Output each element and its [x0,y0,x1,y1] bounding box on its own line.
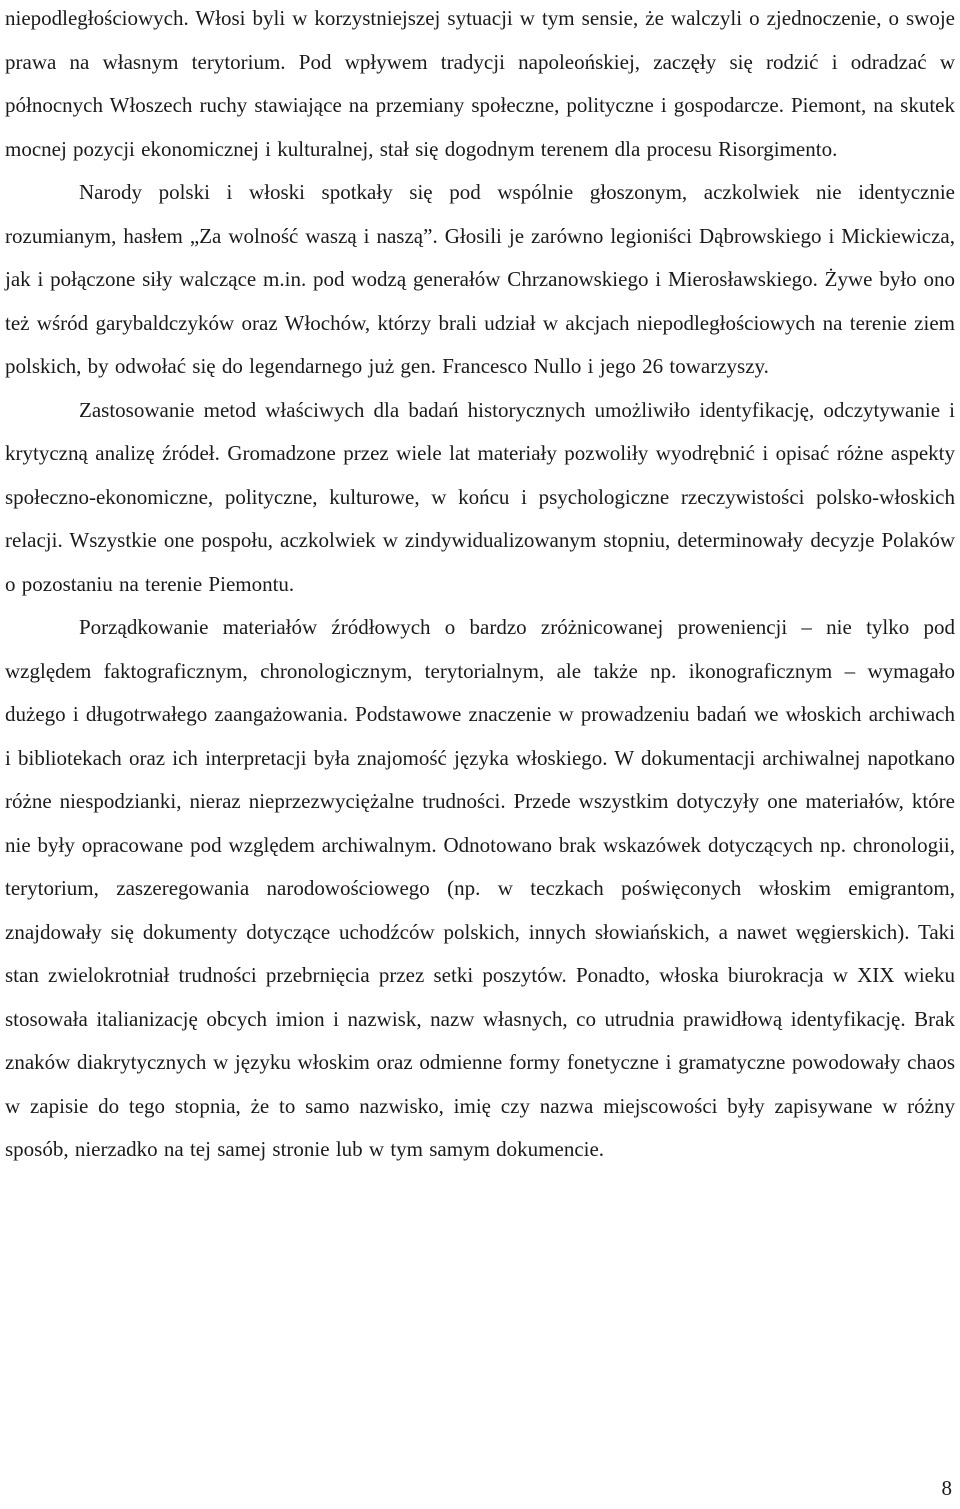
paragraph-4: Porządkowanie materiałów źródłowych o bardzo zróżnicowanej proweniencji – nie tylko pod względem faktograficznym, chronologicznym, terytorialnym, ale także np. ikonograficznym – wymagało dużego i długotrwałego zaangażowania. Podstawowe znaczenie w prowadzeniu badań we włoskich archiwach i bibliotekach oraz ich interpretacji była znajomość języka włoskiego. W dokumentacji archiwalnej napotkano różne niespodzianki, nieraz nieprzezwyciężalne trudności. Przede wszystkim dotyczyły one materiałów, które nie były opracowane pod względem archiwalnym. Odnotowano brak wskazówek dotyczących np. chronologii, terytorium, zaszeregowania narodowościowego (np. w teczkach poświęconych włoskim emigrantom, znajdowały się dokumenty dotyczące uchodźców polskich, innych słowiańskich, a nawet węgierskich). Taki stan zwielokrotniał trudności przebrnięcia przez setki poszytów. Ponadto, włoska biurokracja w XIX wieku stosowała italianizację obcych imion i nazwisk, nazw własnych, co utrudnia prawidłową identyfikację. Brak znaków diakrytycznych w języku włoskim oraz odmienne formy fonetyczne i gramatyczne powodowały chaos w zapisie do tego stopnia, że to samo nazwisko, imię czy nazwa miejscowości były zapisywane w różny sposób, nierzadko na tej samej stronie lub w tym samym dokumencie. [5,615,955,1161]
paragraph-2: Narody polski i włoski spotkały się pod wspólnie głoszonym, aczkolwiek nie identycznie rozumianym, hasłem „Za wolność waszą i naszą”. Głosili je zarówno legioniści Dąbrowskiego i Mickiewicza, jak i połączone siły walczące m.in. pod wodzą generałów Chrzanowskiego i Mierosławskiego. Żywe było ono też wśród garybaldczyków oraz Włochów, którzy brali udział w akcjach niepodległościowych na terenie ziem polskich, by odwołać się do legendarnego już gen. Francesco Nullo i jego 26 towarzyszy. [5,180,955,378]
page-number: 8 [941,1476,952,1500]
paragraph-3: Zastosowanie metod właściwych dla badań historycznych umożliwiło identyfikację, odczytywanie i krytyczną analizę źródeł. Gromadzone przez wiele lat materiały pozwoliły wyodrębnić i opisać różne aspekty społeczno-ekonomiczne, polityczne, kulturowe, w końcu i psychologiczne rzeczywistości polsko-włoskich relacji. Wszystkie one pospołu, aczkolwiek w zindywidualizowanym stopniu, determinowały decyzje Polaków o pozostaniu na terenie Piemontu. [5,397,955,596]
document-page [5,0,955,1172]
paragraph-1: niepodległościowych. Włosi byli w korzystniejszej sytuacji w tym sensie, że walczyli o zjednoczenie, o swoje prawa na własnym terytorium. Pod wpływem tradycji napoleońskiej, zaczęły się rodzić i odradzać w północnych Włoszech ruchy stawiające na przemiany społeczne, polityczne i gospodarcze. Piemont, na skutek mocnej pozycji ekonomicznej i kulturalnej, stał się dogodnym terenem dla procesu Risorgimento. [5,6,955,161]
